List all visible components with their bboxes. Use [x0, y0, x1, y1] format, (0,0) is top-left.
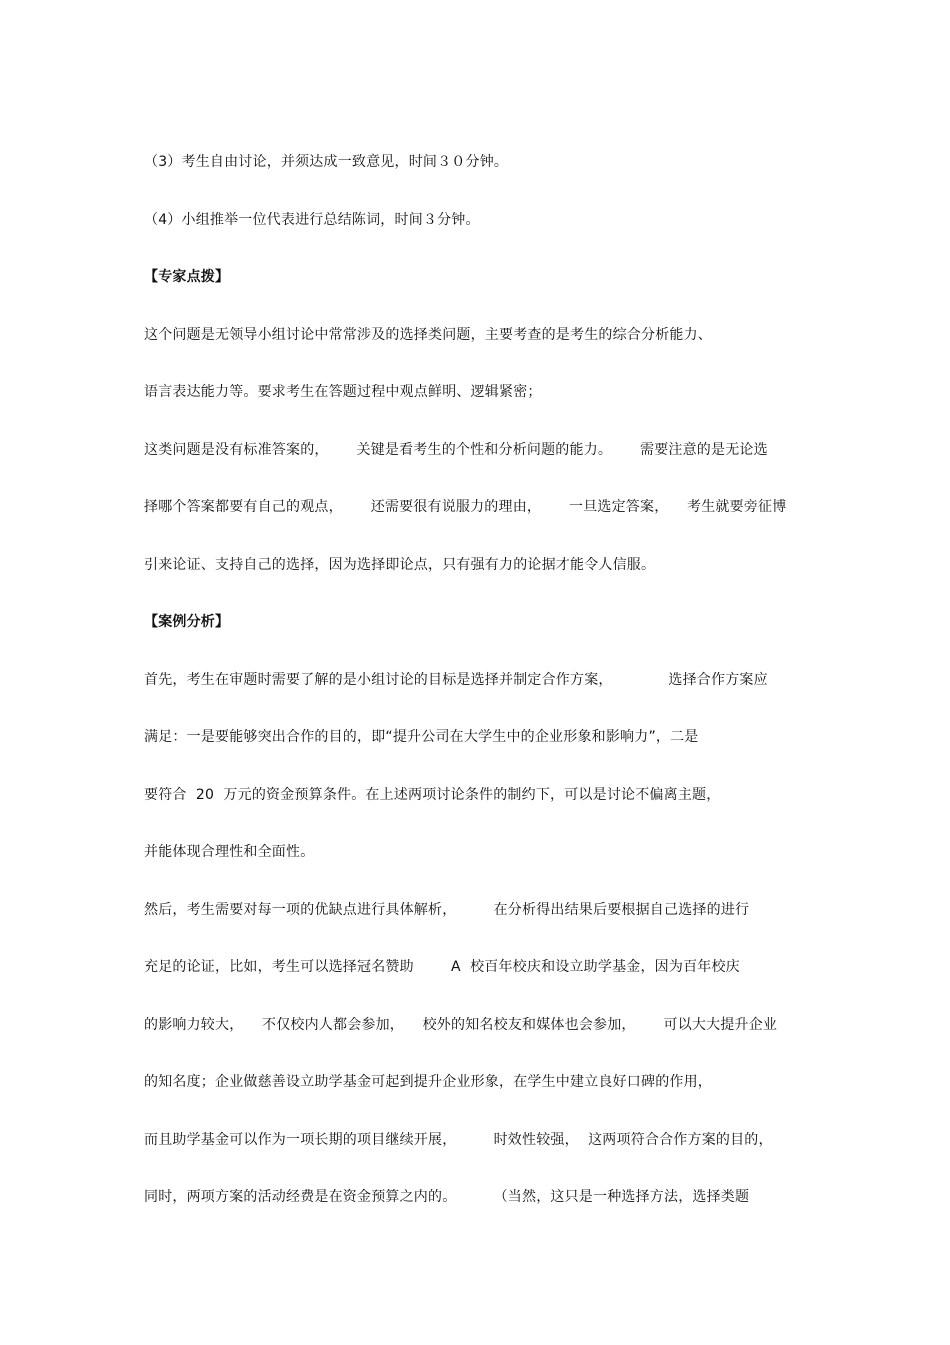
section-heading: 【案例分析】	[144, 614, 230, 630]
paragraph-line: 语言表达能力等。要求考生在答题过程中观点鲜明、逻辑紧密；	[144, 384, 542, 400]
paragraph-line: 择哪个答案都要有自己的观点， 还需要很有说服力的理由， 一旦选定答案， 考生就要旁征博	[144, 499, 787, 515]
paragraph-line: 的知名度；企业做慈善设立助学基金可起到提升企业形象，在学生中建立良好口碑的作用，	[144, 1074, 712, 1090]
paragraph-line: 的影响力较大， 不仅校内人都会参加， 校外的知名校友和媒体也会参加， 可以大大提升企业	[144, 1017, 778, 1033]
paragraph-line: 而且助学基金可以作为一项长期的项目继续开展， 时效性较强， 这两项符合合作方案的目的，	[144, 1132, 773, 1148]
section-heading: 【专家点拨】	[144, 269, 230, 285]
paragraph-line: （3）考生自由讨论，并须达成一致意见，时间３０分钟。	[144, 154, 509, 170]
paragraph-line: 满足：一是要能够突出合作的目的，即“提升公司在大学生中的企业形象和影响力”，二是	[144, 729, 699, 745]
paragraph-line: （4）小组推举一位代表进行总结陈词，时间３分钟。	[144, 212, 480, 228]
paragraph-line: 这类问题是没有标准答案的， 关键是看考生的个性和分析问题的能力。 需要注意的是无论选	[144, 442, 768, 458]
paragraph-line: 并能体现合理性和全面性。	[144, 844, 315, 860]
paragraph-line: 引来论证、支持自己的选择，因为选择即论点，只有强有力的论据才能令人信服。	[144, 557, 656, 573]
paragraph-line: 这个问题是无领导小组讨论中常常涉及的选择类问题，主要考查的是考生的综合分析能力、	[144, 327, 712, 343]
paragraph-line: 充足的论证，比如，考生可以选择冠名赞助 A 校百年校庆和设立助学基金，因为百年校庆	[144, 959, 740, 975]
paragraph-line: 要符合 20 万元的资金预算条件。在上述两项讨论条件的制约下，可以是讨论不偏离主题，	[144, 787, 721, 803]
paragraph-line: 然后，考生需要对每一项的优缺点进行具体解析， 在分析得出结果后要根据自己选择的进行	[144, 902, 750, 918]
paragraph-line: 首先，考生在审题时需要了解的是小组讨论的目标是选择并制定合作方案， 选择合作方案应	[144, 672, 768, 688]
paragraph-line: 同时，两项方案的活动经费是在资金预算之内的。 （当然，这只是一种选择方法，选择类题	[144, 1189, 750, 1205]
